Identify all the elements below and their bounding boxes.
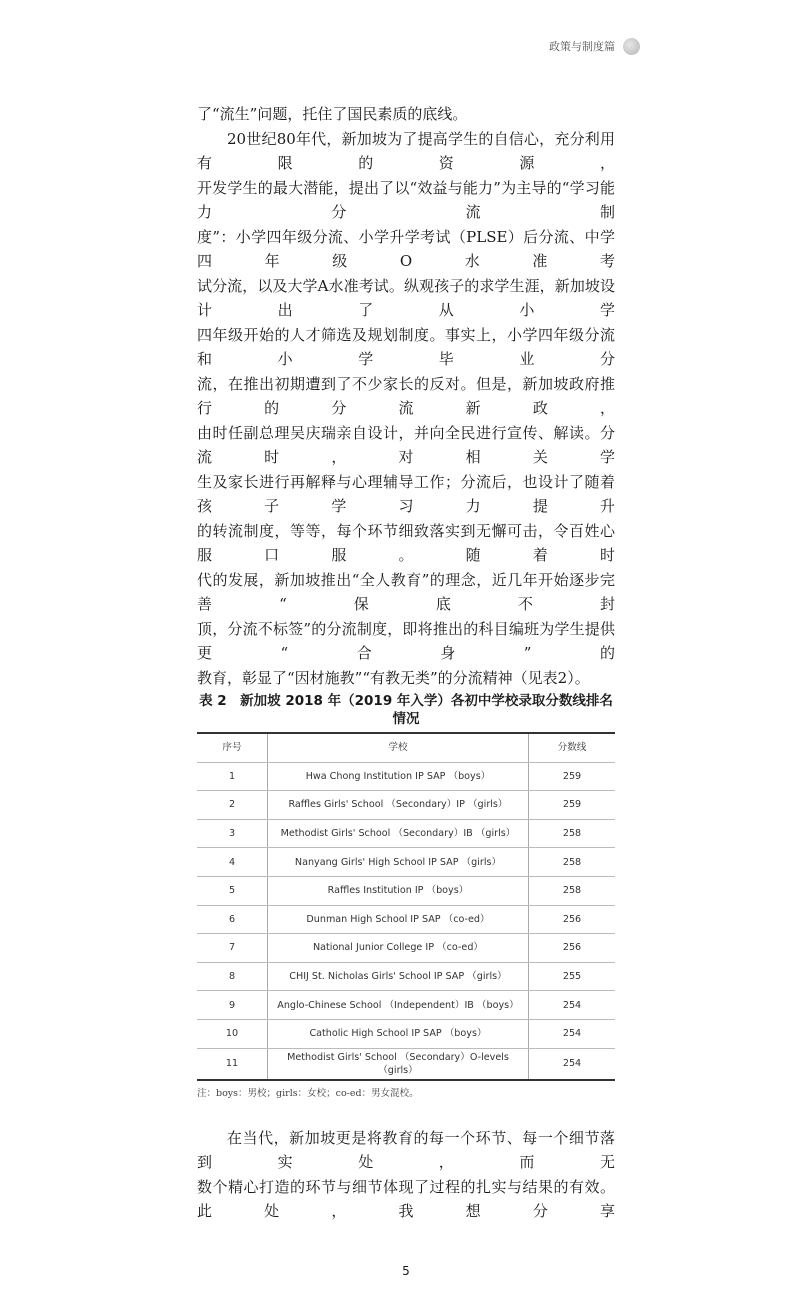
score-cell: 259 [529,791,616,820]
rank-cell: 7 [197,934,268,963]
text-line: 20世纪80年代，新加坡为了提高学生的自信心，充分利用有限的资源， [197,129,615,172]
rank-cell: 3 [197,819,268,848]
rank-cell: 5 [197,876,268,905]
score-cell: 259 [529,762,616,791]
school-cell: Hwa Chong Institution IP SAP （boys） [268,762,529,791]
running-head-title: 政策与制度篇 [549,40,615,53]
score-cell: 254 [529,1019,616,1048]
school-cell: Raffles Institution IP （boys） [268,876,529,905]
text-line: 四年级开始的人才筛选及规划制度。事实上，小学四年级分流和小学毕业分 [197,325,615,368]
text-line: 度”：小学四年级分流、小学升学考试（PLSE）后分流、中学四年级O水准考 [197,227,615,270]
table-caption: 表 2 新加坡 2018 年（2019 年入学）各初中学校录取分数线排名情况 [199,693,613,727]
rank-cell: 10 [197,1019,268,1048]
score-cell: 256 [529,905,616,934]
school-cell: Anglo-Chinese School （Independent）IB （boys） [268,991,529,1020]
score-cell: 255 [529,962,616,991]
table-row [197,876,615,905]
text-line: 流，在推出初期遭到了不少家长的反对。但是，新加坡政府推行的分流新政， [197,374,615,417]
school-cell: Nanyang Girls' High School IP SAP （girls） [268,848,529,877]
score-cell: 258 [529,819,616,848]
header-score: 分数线 [529,733,616,762]
text-line: 了“流生”问题，托住了国民素质的底线。 [197,105,468,123]
school-cell: Raffles Girls' School （Secondary）IP （girls） [268,791,529,820]
text-line: 在当代，新加坡更是将教育的每一个环节、每一个细节落到实处，而无 [197,1128,615,1172]
table-row [197,905,615,934]
table-note: 注：boys：男校；girls：女校；co-ed：男女混校。 [197,1087,419,1099]
score-cell: 254 [529,1048,616,1080]
school-cell: National Junior College IP （co-ed） [268,934,529,963]
table-row [197,848,615,877]
table-row [197,991,615,1020]
rank-cell: 6 [197,905,268,934]
school-cell: Catholic High School IP SAP （boys） [268,1019,529,1048]
rank-cell: 1 [197,762,268,791]
rank-cell: 8 [197,962,268,991]
page-number: 5 [402,1263,410,1278]
table-row [197,1048,615,1080]
running-head [197,36,640,56]
text-line: 教育，彰显了“因材施教”“有教无类”的分流精神（见表2）。 [197,668,590,687]
table-row [197,762,615,791]
school-cell: CHIJ St. Nicholas Girls' School IP SAP （girls） [268,962,529,991]
school-cell: Dunman High School IP SAP （co-ed） [268,905,529,934]
table-row [197,1019,615,1048]
table-body [197,762,615,1079]
text-line: 试分流，以及大学A水准考试。纵观孩子的求学生涯，新加坡设计出了从小学 [197,276,615,319]
text-line: 数个精心打造的环节与细节体现了过程的扎实与结果的有效。此处，我想分享 [197,1177,615,1221]
table-row [197,962,615,991]
text-line: 开发学生的最大潜能，提出了以“效益与能力”为主导的“学习能力分流制 [197,178,615,221]
table-row [197,791,615,820]
text-line: 由时任副总理吴庆瑞亲自设计，并向全民进行宣传、解读。分流时，对相关学 [197,423,615,466]
table-header-row [197,733,615,762]
table-row [197,819,615,848]
book-page [197,0,615,1308]
admission-score-table [197,732,615,1081]
score-cell: 256 [529,934,616,963]
text-line: 顶，分流不标签”的分流制度，即将推出的科目编班为学生提供更“合身”的 [197,619,615,662]
rank-cell: 9 [197,991,268,1020]
score-cell: 258 [529,876,616,905]
school-cell: Methodist Girls' School （Secondary）O-levels （girls） [268,1048,529,1080]
header-rank: 序号 [197,733,268,762]
rank-cell: 11 [197,1048,268,1080]
rank-cell: 2 [197,791,268,820]
table-row [197,934,615,963]
text-line: 生及家长进行再解释与心理辅导工作；分流后，也设计了随着孩子学习力提升 [197,472,615,515]
text-line: 的转流制度，等等，每个环节细致落实到无懈可击，令百姓心服口服。随着时 [197,521,615,564]
score-cell: 258 [529,848,616,877]
header-school: 学校 [268,733,529,762]
rank-cell: 4 [197,848,268,877]
body-text-top [197,102,615,690]
score-cell: 254 [529,991,616,1020]
school-cell: Methodist Girls' School （Secondary）IB （girls） [268,819,529,848]
section-emblem-icon [623,38,640,55]
text-line: 代的发展，新加坡推出“全人教育”的理念，近几年开始逐步完善“保底不封 [197,570,615,613]
body-text-bottom [197,1126,615,1224]
